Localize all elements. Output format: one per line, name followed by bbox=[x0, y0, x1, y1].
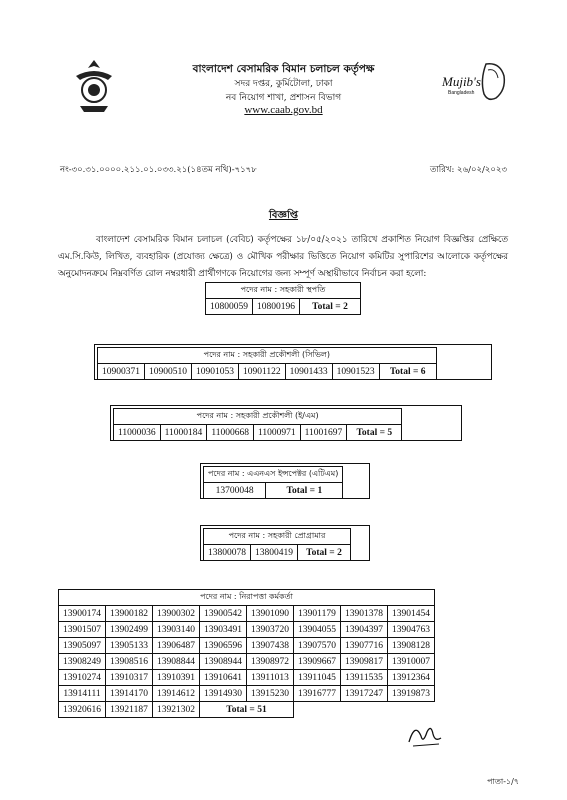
table-title: পদের নাম : এএনএস ইন্সপেক্টর (এটিএম) bbox=[204, 467, 343, 483]
roll-cell: 10800196 bbox=[253, 299, 300, 315]
total-cell: Total = 2 bbox=[298, 545, 351, 561]
roll-cell: 11000668 bbox=[207, 425, 254, 441]
roll-cell: 13911013 bbox=[247, 670, 294, 686]
roll-cell: 13908128 bbox=[388, 638, 435, 654]
roll-cell: 13912364 bbox=[388, 670, 435, 686]
roll-cell: 13900542 bbox=[200, 606, 247, 622]
roll-cell: 13700048 bbox=[204, 483, 266, 499]
table-row bbox=[59, 622, 435, 638]
roll-cell: 13914930 bbox=[200, 686, 247, 702]
roll-cell: 13904055 bbox=[294, 622, 341, 638]
table-row bbox=[206, 299, 361, 315]
notice-heading bbox=[0, 208, 567, 225]
table-row bbox=[59, 702, 435, 718]
roll-cell: 13901090 bbox=[247, 606, 294, 622]
roll-table-assistant-architect bbox=[205, 282, 361, 315]
roll-cell: 13911535 bbox=[341, 670, 388, 686]
roll-cell: 13916777 bbox=[294, 686, 341, 702]
roll-cell: 13917247 bbox=[341, 686, 388, 702]
roll-cell: 11001697 bbox=[300, 425, 347, 441]
roll-table-assistant-programmer bbox=[203, 528, 351, 561]
roll-cell: 13903140 bbox=[153, 622, 200, 638]
organization-address: সদর দপ্তর, কুর্মিটোলা, ঢাকা bbox=[234, 79, 333, 89]
roll-cell: 13907716 bbox=[341, 638, 388, 654]
table-row bbox=[59, 670, 435, 686]
page-number: পাতা-১/৭ bbox=[487, 777, 519, 786]
roll-cell: 13906596 bbox=[200, 638, 247, 654]
table-row bbox=[204, 545, 351, 561]
roll-cell: 13910007 bbox=[388, 654, 435, 670]
total-cell: Total = 1 bbox=[266, 483, 343, 499]
roll-cell: 13910317 bbox=[106, 670, 153, 686]
roll-cell: 13921187 bbox=[106, 702, 153, 718]
roll-cell: 13914612 bbox=[153, 686, 200, 702]
roll-cell: 13914170 bbox=[106, 686, 153, 702]
table-title: পদের নাম : সহকারী প্রকৌশলী (ই/এম) bbox=[114, 409, 402, 425]
issue-date: তারিখ: ২৬/০২/২০২৩ bbox=[429, 165, 507, 175]
roll-cell: 13901507 bbox=[59, 622, 106, 638]
website-link[interactable]: www.caab.gov.bd bbox=[244, 104, 323, 116]
table-row bbox=[59, 686, 435, 702]
roll-cell: 13909817 bbox=[341, 654, 388, 670]
table-title: পদের নাম : সহকারী স্থপতি bbox=[206, 283, 361, 299]
table-row bbox=[59, 654, 435, 670]
roll-cell: 13902499 bbox=[106, 622, 153, 638]
roll-cell: 13910641 bbox=[200, 670, 247, 686]
roll-cell: 13908249 bbox=[59, 654, 106, 670]
notice-title: বিজ্ঞপ্তি bbox=[268, 210, 299, 221]
roll-cell: 13911045 bbox=[294, 670, 341, 686]
roll-cell: 11000971 bbox=[253, 425, 300, 441]
table-title: পদের নাম : সহকারী প্রকৌশলী (সিভিল) bbox=[98, 348, 437, 364]
roll-cell: 13901454 bbox=[388, 606, 435, 622]
mujib-logo-text: Mujib's bbox=[442, 74, 481, 89]
total-cell: Total = 6 bbox=[379, 364, 436, 380]
roll-cell: 13908944 bbox=[200, 654, 247, 670]
roll-cell: 10901433 bbox=[285, 364, 332, 380]
department-name: নব নিয়োগ শাখা, প্রশাসন বিভাগ bbox=[225, 93, 342, 103]
table-row bbox=[98, 364, 437, 380]
roll-cell: 13908972 bbox=[247, 654, 294, 670]
total-cell: Total = 2 bbox=[300, 299, 361, 315]
roll-cell: 13910391 bbox=[153, 670, 200, 686]
notice-body: বাংলাদেশ বেসামরিক বিমান চলাচল (বেবিচ) কর্তৃপক্ষের ১৮/০৫/২০২১ তারিখে প্রকাশিত নিয়োগ বিজ্ঞপ্তির প্রেক্ষিতে এম.সি.কিউ, লিখিত, ব্যবহারিক (প্রযোজ্য ক্ষেত্রে) ও মৌখিক পরীক্ষার ভিত্তিতে নিয়োগ কমিটির সুপারিশের আলোকে কর্তৃপক্ষের অনুমোদনক্রমে নিম্নবর্ণিত রোল নম্বরধারী প্রার্থীগণকে নিয়োগের জন্য সম্পূর্ণ অস্থায়ীভাবে নির্বাচন করা হলো: bbox=[58, 235, 508, 279]
roll-table-assistant-engineer-civil bbox=[97, 347, 437, 380]
table-title: পদের নাম : সহকারী প্রোগ্রামার bbox=[204, 529, 351, 545]
roll-cell: 10900371 bbox=[98, 364, 145, 380]
roll-cell: 13901179 bbox=[294, 606, 341, 622]
roll-cell: 13905097 bbox=[59, 638, 106, 654]
roll-table-assistant-engineer-em bbox=[113, 408, 402, 441]
roll-cell: 13800419 bbox=[251, 545, 298, 561]
table-title: পদের নাম : নিরাপত্তা কর্মকর্তা bbox=[59, 590, 435, 606]
roll-cell: 13903720 bbox=[247, 622, 294, 638]
roll-cell: 13901378 bbox=[341, 606, 388, 622]
mujib-logo-subtext: Bangladesh bbox=[448, 90, 475, 96]
table-row bbox=[59, 606, 435, 622]
roll-cell: 10800059 bbox=[206, 299, 253, 315]
roll-cell: 13907438 bbox=[247, 638, 294, 654]
roll-cell: 13910274 bbox=[59, 670, 106, 686]
roll-table-security-officer bbox=[58, 589, 435, 718]
roll-cell: 11000036 bbox=[114, 425, 161, 441]
total-cell: Total = 5 bbox=[347, 425, 402, 441]
reference-number: নং-৩০.৩১.০০০০.২১১.০১.০৩৩.২১(১৪তম নথি)-৭১৭৮ bbox=[60, 165, 257, 175]
roll-cell: 13919873 bbox=[388, 686, 435, 702]
roll-cell: 10900510 bbox=[145, 364, 192, 380]
roll-cell: 13907570 bbox=[294, 638, 341, 654]
roll-cell: 13800078 bbox=[204, 545, 251, 561]
roll-table-ans-inspector bbox=[203, 466, 343, 499]
roll-cell: 11000184 bbox=[160, 425, 207, 441]
roll-cell: 13906487 bbox=[153, 638, 200, 654]
roll-cell: 13905133 bbox=[106, 638, 153, 654]
table-row bbox=[204, 483, 343, 499]
roll-cell: 10901053 bbox=[192, 364, 239, 380]
roll-cell: 13903491 bbox=[200, 622, 247, 638]
empty-cell bbox=[294, 702, 435, 718]
roll-cell: 13914111 bbox=[59, 686, 106, 702]
roll-cell: 13900182 bbox=[106, 606, 153, 622]
roll-cell: 13908516 bbox=[106, 654, 153, 670]
roll-cell: 10901122 bbox=[239, 364, 286, 380]
roll-cell: 13920616 bbox=[59, 702, 106, 718]
roll-cell: 13900302 bbox=[153, 606, 200, 622]
table-row bbox=[114, 425, 402, 441]
roll-cell: 13900174 bbox=[59, 606, 106, 622]
signature bbox=[405, 718, 445, 754]
table-row bbox=[59, 638, 435, 654]
organization-name: বাংলাদেশ বেসামরিক বিমান চলাচল কর্তৃপক্ষ bbox=[192, 63, 375, 75]
roll-cell: 10901523 bbox=[332, 364, 379, 380]
total-cell: Total = 51 bbox=[200, 702, 294, 718]
roll-cell: 13915230 bbox=[247, 686, 294, 702]
roll-cell: 13904397 bbox=[341, 622, 388, 638]
roll-cell: 13921302 bbox=[153, 702, 200, 718]
roll-cell: 13904763 bbox=[388, 622, 435, 638]
roll-cell: 13908844 bbox=[153, 654, 200, 670]
roll-cell: 13909667 bbox=[294, 654, 341, 670]
